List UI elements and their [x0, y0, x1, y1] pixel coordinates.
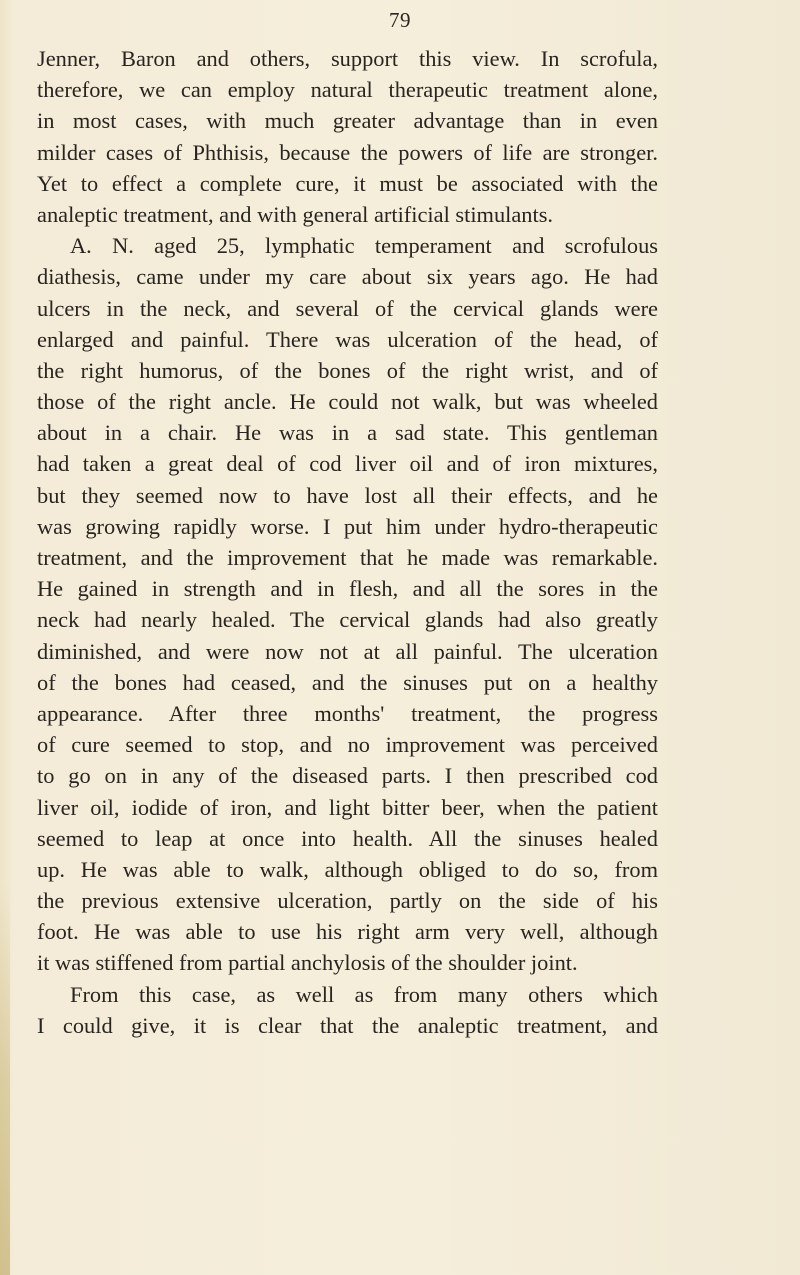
text-line: I could give, it is clear that the analeptic treatment, and [37, 1012, 658, 1038]
text-line: had taken a great deal of cod liver oil and of iron mixtures, [37, 451, 658, 477]
text-line: treatment, and the improvement that he made was remarkable. [37, 545, 658, 570]
text-line: liver oil, iodide of iron, and light bitter beer, when the patient [37, 794, 658, 820]
text-line: analeptic treatment, and with general artificial stimulants. [37, 201, 554, 227]
text-line: those of the right ancle. He could not walk, but was wheeled [37, 389, 658, 415]
text-line: of cure seemed to stop, and no improvement was perceived [37, 732, 658, 758]
body-text [37, 43, 658, 1041]
text-line: in most cases, with much greater advantage than in even [37, 108, 658, 134]
text-line: therefore, we can employ natural therapeutic treatment alone, [37, 77, 658, 103]
text-line: A. N. aged 25, lymphatic temperament and scrofulous [70, 233, 658, 259]
text-line: ulcers in the neck, and several of the cervical glands were [37, 295, 658, 321]
text-line: enlarged and painful. There was ulceration of the head, of [37, 326, 658, 352]
text-line: diathesis, came under my care about six years ago. He had [37, 264, 658, 290]
text-line: He gained in strength and in flesh, and all the sores in the [37, 576, 658, 602]
text-line: seemed to leap at once into health. All the sinuses healed [37, 825, 658, 851]
text-line: but they seemed now to have lost all their effects, and he [37, 482, 658, 508]
page-edge-shadow [0, 880, 10, 1275]
text-line: diminished, and were now not at all painful. The ulceration [37, 638, 658, 664]
text-line: foot. He was able to use his right arm very well, although [37, 919, 658, 945]
text-line: the previous extensive ulceration, partly on the side of his [37, 888, 658, 914]
text-line: was growing rapidly worse. I put him under hydro-therapeutic [37, 513, 658, 539]
text-line: appearance. After three months' treatment, the progress [37, 700, 658, 726]
text-line: From this case, as well as from many others which [70, 981, 658, 1007]
text-line: of the bones had ceased, and the sinuses put on a healthy [37, 669, 658, 695]
text-line: Yet to effect a complete cure, it must be associated with the [37, 170, 658, 196]
text-line: milder cases of Phthisis, because the powers of life are stronger. [37, 139, 658, 165]
text-line: it was stiffened from partial anchylosis of the shoulder joint. [37, 950, 578, 976]
text-line: neck had nearly healed. The cervical glands had also greatly [37, 607, 658, 633]
text-line: Jenner, Baron and others, support this view. In scrofula, [37, 46, 658, 71]
text-line: up. He was able to walk, although obliged to do so, from [37, 856, 658, 882]
text-line: about in a chair. He was in a sad state. This gentleman [37, 420, 658, 446]
text-line: the right humorus, of the bones of the right wrist, and of [37, 357, 658, 383]
page-number: 79 [389, 8, 411, 32]
text-line: to go on in any of the diseased parts. I then prescribed cod [37, 763, 658, 789]
